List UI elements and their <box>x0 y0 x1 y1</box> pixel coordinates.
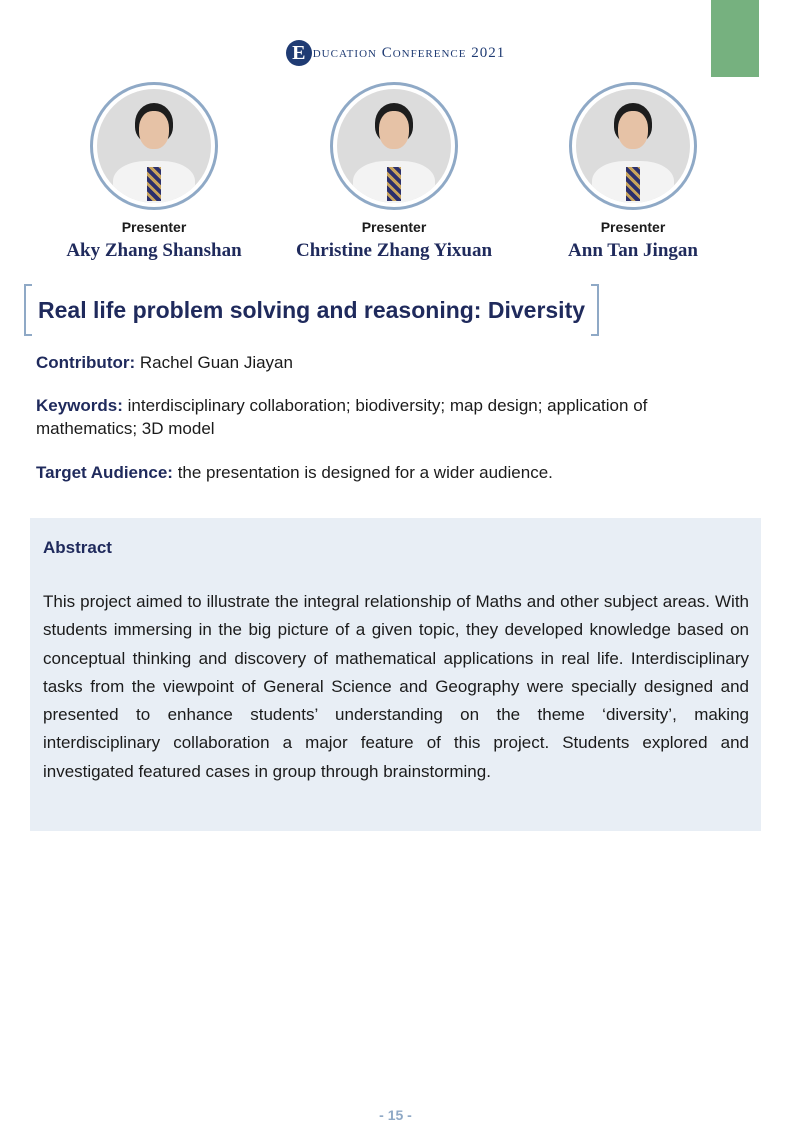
abstract-box <box>30 518 761 831</box>
abstract-body: This project aimed to illustrate the integral relationship of Maths and other subject areas. With students immersing in the big picture of a given topic, they developed knowledge based on conceptual thinking and discovery of mathematical applications in real life. Interdisciplinary tasks from the viewpoint of General Science and Geography were specially designed and presented to enhance students’ understanding on the theme ‘diversity’, making interdisciplinary collaboration a major feature of this project. Students explored and investigated featured cases in group through brainstorming. <box>43 592 749 781</box>
avatar-frame <box>90 82 218 210</box>
presenter-card <box>518 82 748 262</box>
presenter-name: Aky Zhang Shanshan <box>66 240 242 261</box>
right-bracket <box>591 284 599 336</box>
presenter-role: Presenter <box>121 219 187 235</box>
presenter-role: Presenter <box>600 219 666 235</box>
conference-header <box>0 36 791 70</box>
audience-line <box>36 461 736 484</box>
keywords-label: Keywords: <box>36 396 123 415</box>
presenter-card <box>39 82 269 262</box>
section-title: Real life problem solving and reasoning: Diversity <box>38 296 586 323</box>
keywords-value: interdisciplinary collaboration; biodiversity; map design; application of mathematics; 3D model <box>36 396 648 438</box>
left-bracket <box>24 284 32 336</box>
keywords-line <box>36 394 736 440</box>
conference-logo: E <box>286 40 312 66</box>
audience-label: Target Audience: <box>36 463 173 482</box>
presenter-role: Presenter <box>361 219 427 235</box>
avatar-frame <box>330 82 458 210</box>
presenter-name: Christine Zhang Yixuan <box>295 240 493 261</box>
presenter-card <box>279 82 509 262</box>
avatar-frame <box>569 82 697 210</box>
audience-value: the presentation is designed for a wider audience. <box>172 463 553 482</box>
abstract-heading: Abstract <box>43 538 112 557</box>
contributor-line <box>36 351 736 374</box>
presenter-photo <box>97 89 211 203</box>
page-number: - 15 - <box>379 1107 412 1123</box>
section-title-frame <box>24 283 599 337</box>
presenter-name: Ann Tan Jingan <box>568 240 698 261</box>
conference-title: ducation Conference 2021 <box>312 44 506 61</box>
presenter-photo <box>576 89 690 203</box>
contributor-label: Contributor: <box>36 353 136 372</box>
presenter-photo <box>337 89 451 203</box>
contributor-value: Rachel Guan Jiayan <box>135 353 293 372</box>
